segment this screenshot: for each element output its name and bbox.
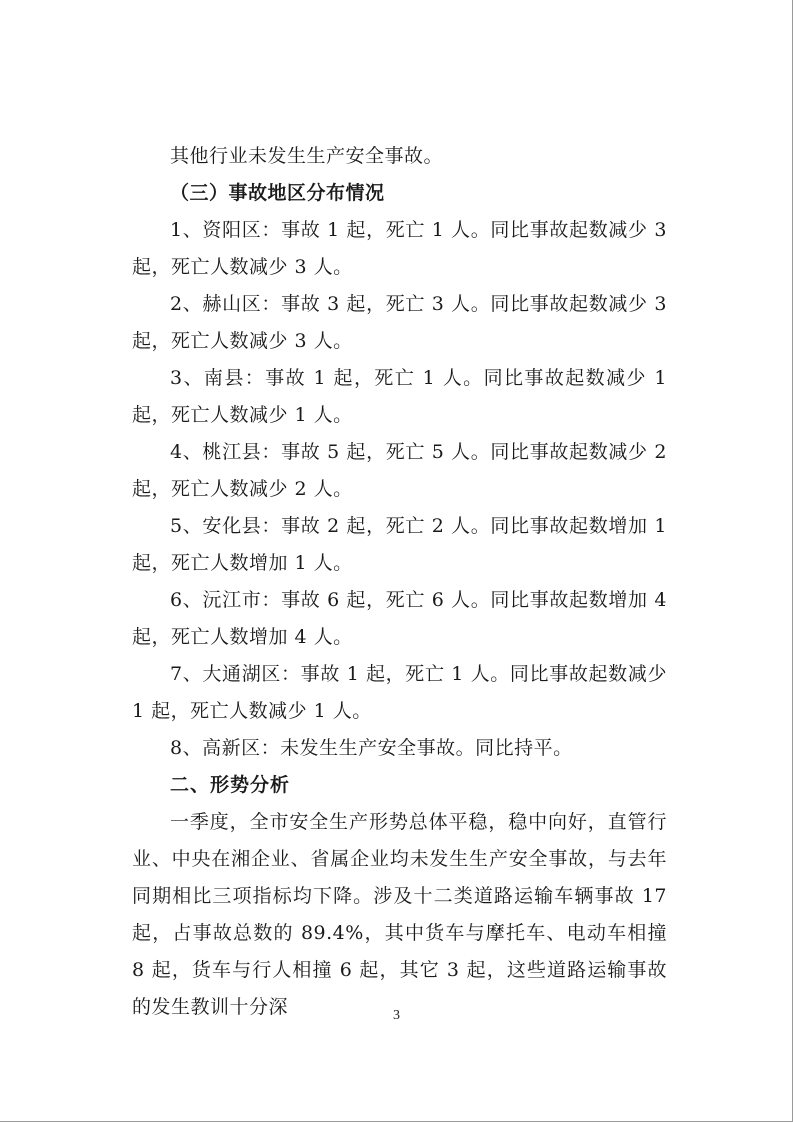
region-item-yuanjiang: 6、沅江市：事故 6 起，死亡 6 人。同比事故起数增加 4 起，死亡人数增加 4 人。 [132,589,667,648]
region-item-anhua: 5、安化县：事故 2 起，死亡 2 人。同比事故起数增加 1 起，死亡人数增加 1 人。 [132,515,667,574]
paragraph-other-industries: 其他行业未发生生产安全事故。 [170,145,444,167]
page-number: 3 [393,1008,400,1023]
region-item-gaoxin: 8、高新区：未发生生产安全事故。同比持平。 [170,737,573,759]
region-item-datonghu: 7、大通湖区：事故 1 起，死亡 1 人。同比事故起数减少 1 起，死亡人数减少 1 人。 [132,663,667,722]
region-item-taojiang: 4、桃江县：事故 5 起，死亡 5 人。同比事故起数减少 2 起，死亡人数减少 2 人。 [132,441,667,500]
region-item-heshan: 2、赫山区：事故 3 起，死亡 3 人。同比事故起数减少 3 起，死亡人数减少 3 人。 [132,293,667,352]
document-body [132,138,667,1026]
region-item-ziyang: 1、资阳区：事故 1 起，死亡 1 人。同比事故起数减少 3 起，死亡人数减少 3 人。 [132,219,667,278]
paragraph-analysis: 一季度，全市安全生产形势总体平稳，稳中向好，直管行业、中央在湘企业、省属企业均未发生生产安全事故，与去年同期相比三项指标均下降。涉及十二类道路运输车辆事故 17 起，占事故总数的 89.4%，其中货车与摩托车、电动车相撞 8 起，货车与行人相撞 6 起，其它 3 起，这些道路运输事故的发生教训十分深 [132,811,667,1018]
section-title: 二、形势分析 [170,774,291,796]
region-item-nanxian: 3、南县：事故 1 起，死亡 1 人。同比事故起数减少 1 起，死亡人数减少 1 人。 [132,367,667,426]
subsection-title: （三）事故地区分布情况 [170,182,385,204]
